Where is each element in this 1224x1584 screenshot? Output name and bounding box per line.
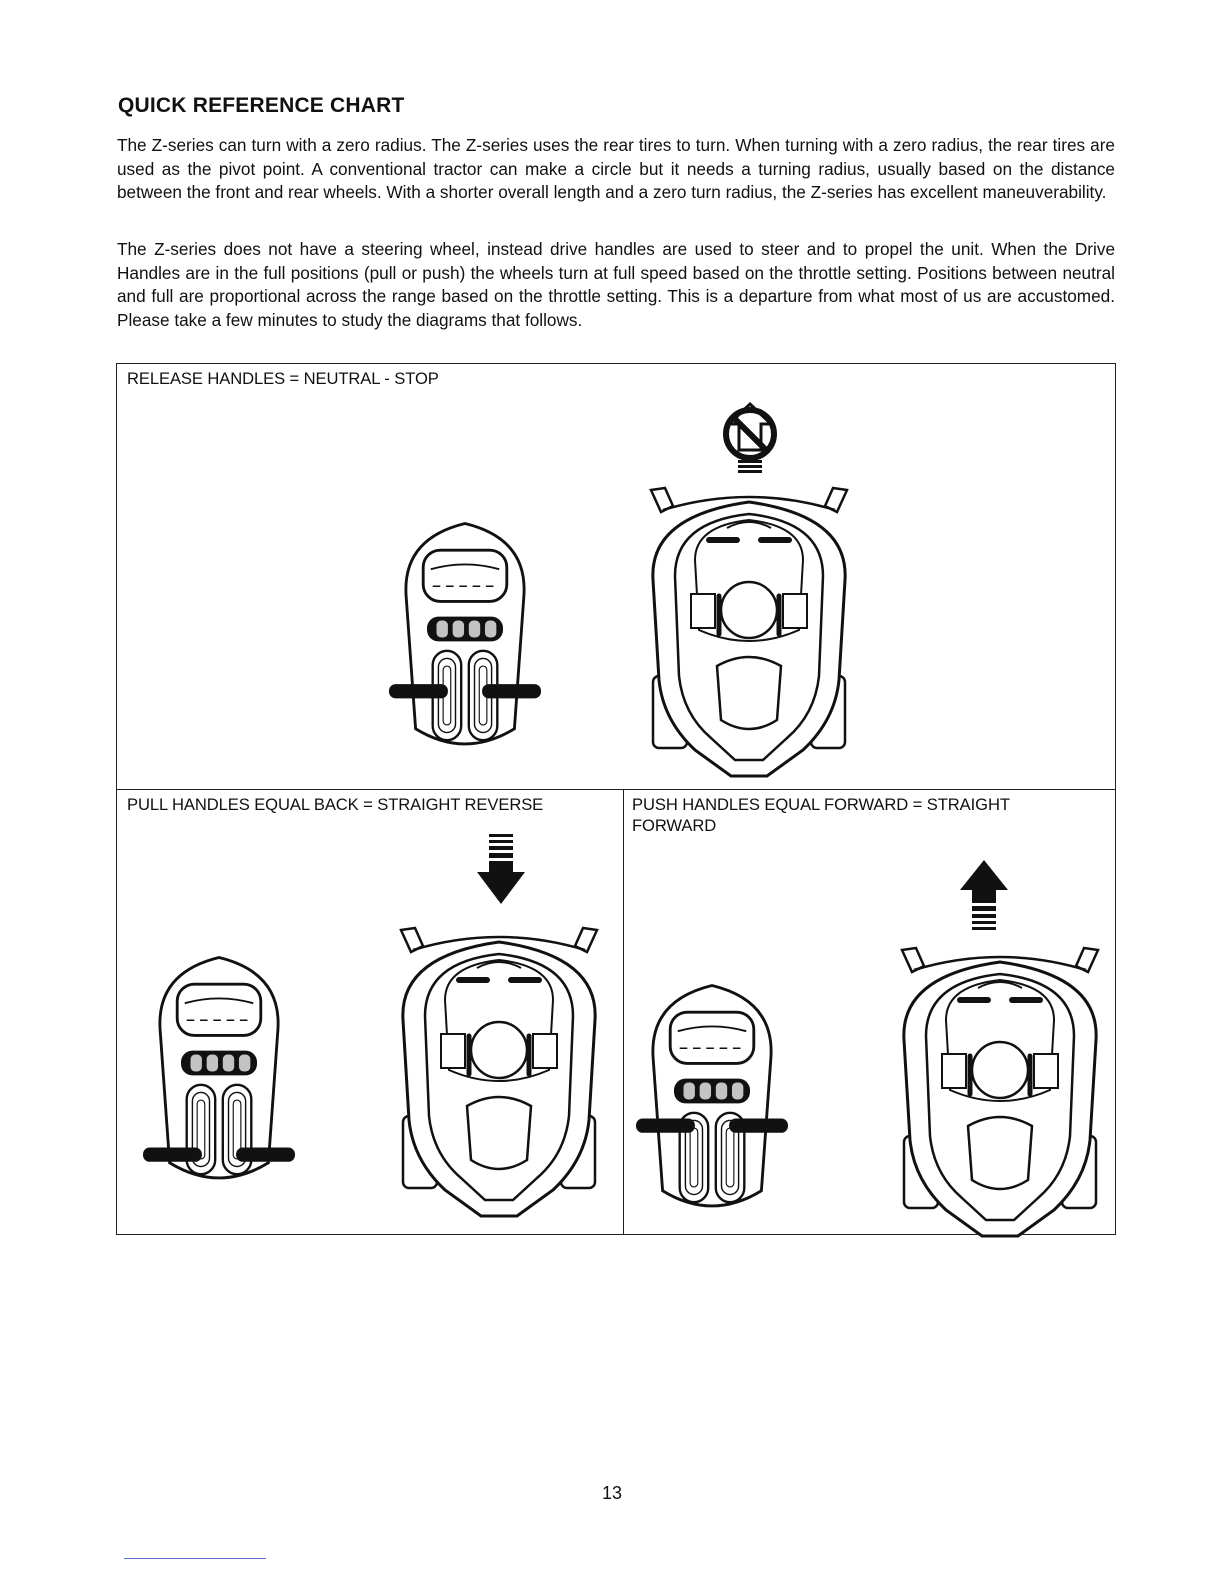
tractor-forward-diagram	[890, 940, 1110, 1240]
neutral-stop-label: RELEASE HANDLES = NEUTRAL - STOP	[127, 369, 439, 388]
right-handle-neutral	[482, 684, 541, 698]
left-handle-pulled	[143, 1148, 202, 1162]
straight-reverse-panel	[117, 790, 624, 1234]
drive-handles-paragraph: The Z-series does not have a steering wheel, instead drive handles are used to steer and to propel the unit. When the Drive Handles are in the full positions (pull or push) the wheels turn at full speed based on the throttle setting. Positions between neutral and full are proportional across the range based on the throttle setting. This is a departure from what most of us are accustomed. Please take a few minutes to study the diagrams that follows.	[117, 239, 1115, 330]
page-number: 13	[601, 1483, 623, 1503]
intro-paragraph: The Z-series can turn with a zero radius. The Z-series uses the rear tires to turn. When turning with a zero radius, the rear tires are used as the pivot point. A conventional tractor can make a circle but it needs a turning radius, usually based on the distance between the front and rear wheels. With a shorter overall length and a zero turn radius, the Z-series has excellent maneuverability.	[117, 135, 1115, 202]
tractor-neutral-diagram	[639, 480, 859, 780]
page-heading: QUICK REFERENCE CHART	[118, 94, 405, 117]
left-handle-pushed	[636, 1119, 695, 1133]
console-reverse-diagram	[143, 938, 295, 1188]
tractor-reverse-diagram	[389, 920, 609, 1220]
footer-rule	[124, 1558, 266, 1559]
left-handle-neutral	[389, 684, 448, 698]
no-motion-icon	[721, 402, 779, 476]
straight-forward-panel	[624, 790, 1115, 1234]
console-neutral-diagram	[389, 504, 541, 754]
console-forward-diagram	[636, 966, 788, 1216]
down-arrow-icon	[477, 834, 525, 906]
neutral-stop-panel	[117, 364, 1115, 790]
straight-reverse-label: PULL HANDLES EQUAL BACK = STRAIGHT REVERSE	[127, 795, 544, 814]
straight-forward-label: PUSH HANDLES EQUAL FORWARD = STRAIGHT FORWARD	[632, 795, 1010, 835]
right-handle-pushed	[729, 1119, 788, 1133]
up-arrow-icon	[960, 860, 1008, 932]
quick-reference-chart	[116, 363, 1116, 1235]
right-handle-pulled	[236, 1148, 295, 1162]
